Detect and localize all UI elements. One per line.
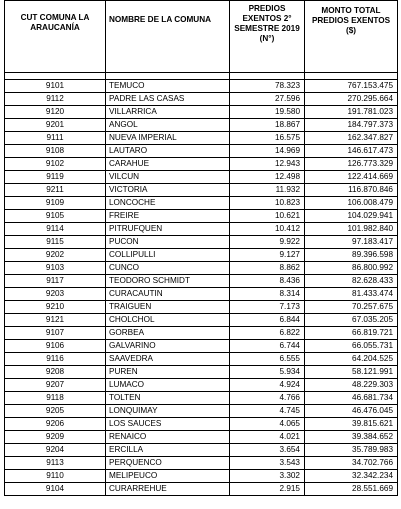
cell-monto: 39.384.652 (305, 431, 398, 444)
cell-predios: 6.555 (230, 353, 305, 366)
cell-predios: 6.744 (230, 340, 305, 353)
cell-nombre: CURACAUTIN (106, 288, 230, 301)
cell-cut: 9120 (5, 106, 106, 119)
cell-monto: 66.055.731 (305, 340, 398, 353)
cell-nombre: GORBEA (106, 327, 230, 340)
cell-cut: 9105 (5, 210, 106, 223)
cell-monto: 146.617.473 (305, 145, 398, 158)
cell-predios: 11.932 (230, 184, 305, 197)
cell-cut: 9209 (5, 431, 106, 444)
cell-predios: 9.922 (230, 236, 305, 249)
cell-monto: 66.819.721 (305, 327, 398, 340)
cell-predios: 78.323 (230, 80, 305, 93)
cell-nombre: VILLARRICA (106, 106, 230, 119)
cell-nombre: TEMUCO (106, 80, 230, 93)
cell-cut: 9115 (5, 236, 106, 249)
cell-nombre: PITRUFQUEN (106, 223, 230, 236)
cell-predios: 14.969 (230, 145, 305, 158)
cell-cut: 9107 (5, 327, 106, 340)
table-row (5, 275, 398, 288)
cell-monto: 191.781.023 (305, 106, 398, 119)
spacer-row (5, 73, 398, 80)
cell-predios: 8.862 (230, 262, 305, 275)
table-row (5, 197, 398, 210)
cell-monto: 106.008.479 (305, 197, 398, 210)
header-nombre: NOMBRE DE LA COMUNA (106, 1, 230, 73)
cell-monto: 34.702.766 (305, 457, 398, 470)
cell-predios: 8.314 (230, 288, 305, 301)
table-row (5, 106, 398, 119)
cell-nombre: ERCILLA (106, 444, 230, 457)
cell-nombre: ANGOL (106, 119, 230, 132)
cell-nombre: LOS SAUCES (106, 418, 230, 431)
table-row (5, 470, 398, 483)
table-row (5, 392, 398, 405)
header-monto: MONTO TOTAL PREDIOS EXENTOS ($) (305, 1, 398, 73)
table-body (5, 73, 398, 496)
table-header (5, 1, 398, 73)
table-row (5, 314, 398, 327)
cell-cut: 9111 (5, 132, 106, 145)
cell-nombre: TEODORO SCHMIDT (106, 275, 230, 288)
table-row (5, 184, 398, 197)
exempt-properties-table (4, 0, 398, 496)
cell-nombre: CUNCO (106, 262, 230, 275)
cell-cut: 9106 (5, 340, 106, 353)
table-row (5, 288, 398, 301)
cell-monto: 126.773.329 (305, 158, 398, 171)
cell-monto: 32.342.234 (305, 470, 398, 483)
table-row (5, 444, 398, 457)
cell-monto: 28.551.669 (305, 483, 398, 496)
cell-predios: 10.823 (230, 197, 305, 210)
table-row (5, 210, 398, 223)
cell-monto: 122.414.669 (305, 171, 398, 184)
cell-cut: 9211 (5, 184, 106, 197)
cell-nombre: VICTORIA (106, 184, 230, 197)
cell-cut: 9117 (5, 275, 106, 288)
spacer-cell (5, 73, 106, 80)
cell-cut: 9205 (5, 405, 106, 418)
cell-nombre: VILCUN (106, 171, 230, 184)
cell-predios: 16.575 (230, 132, 305, 145)
cell-nombre: TOLTEN (106, 392, 230, 405)
cell-cut: 9101 (5, 80, 106, 93)
table-row (5, 327, 398, 340)
table-row (5, 353, 398, 366)
cell-monto: 86.800.992 (305, 262, 398, 275)
cell-predios: 6.822 (230, 327, 305, 340)
cell-cut: 9112 (5, 93, 106, 106)
cell-nombre: GALVARINO (106, 340, 230, 353)
cell-cut: 9104 (5, 483, 106, 496)
table-row (5, 262, 398, 275)
cell-predios: 2.915 (230, 483, 305, 496)
cell-predios: 9.127 (230, 249, 305, 262)
table-row (5, 301, 398, 314)
cell-predios: 7.173 (230, 301, 305, 314)
cell-cut: 9208 (5, 366, 106, 379)
cell-monto: 101.982.840 (305, 223, 398, 236)
cell-cut: 9108 (5, 145, 106, 158)
table-row (5, 431, 398, 444)
cell-monto: 46.681.734 (305, 392, 398, 405)
table-row (5, 405, 398, 418)
cell-monto: 35.789.983 (305, 444, 398, 457)
cell-monto: 767.153.475 (305, 80, 398, 93)
header-row (5, 1, 398, 73)
cell-nombre: CURARREHUE (106, 483, 230, 496)
cell-predios: 19.580 (230, 106, 305, 119)
cell-cut: 9110 (5, 470, 106, 483)
cell-cut: 9116 (5, 353, 106, 366)
spacer-cell (230, 73, 305, 80)
table-row (5, 340, 398, 353)
table-row (5, 379, 398, 392)
cell-predios: 4.021 (230, 431, 305, 444)
table-row (5, 236, 398, 249)
cell-predios: 8.436 (230, 275, 305, 288)
cell-monto: 48.229.303 (305, 379, 398, 392)
cell-monto: 70.257.675 (305, 301, 398, 314)
cell-nombre: LONQUIMAY (106, 405, 230, 418)
cell-nombre: PUCON (106, 236, 230, 249)
cell-nombre: LUMACO (106, 379, 230, 392)
cell-nombre: RENAICO (106, 431, 230, 444)
cell-predios: 4.745 (230, 405, 305, 418)
cell-monto: 46.476.045 (305, 405, 398, 418)
cell-predios: 10.621 (230, 210, 305, 223)
table-row (5, 366, 398, 379)
cell-predios: 10.412 (230, 223, 305, 236)
cell-nombre: CHOLCHOL (106, 314, 230, 327)
table-row (5, 80, 398, 93)
cell-cut: 9119 (5, 171, 106, 184)
table-row (5, 249, 398, 262)
cell-monto: 116.870.846 (305, 184, 398, 197)
cell-nombre: PADRE LAS CASAS (106, 93, 230, 106)
cell-predios: 27.596 (230, 93, 305, 106)
cell-monto: 58.121.991 (305, 366, 398, 379)
table-row (5, 145, 398, 158)
spacer-cell (106, 73, 230, 80)
cell-nombre: PUREN (106, 366, 230, 379)
cell-cut: 9201 (5, 119, 106, 132)
table-row (5, 223, 398, 236)
cell-cut: 9206 (5, 418, 106, 431)
cell-predios: 18.867 (230, 119, 305, 132)
cell-predios: 6.844 (230, 314, 305, 327)
cell-cut: 9204 (5, 444, 106, 457)
cell-monto: 89.396.598 (305, 249, 398, 262)
cell-nombre: NUEVA IMPERIAL (106, 132, 230, 145)
cell-nombre: LAUTARO (106, 145, 230, 158)
cell-monto: 67.035.205 (305, 314, 398, 327)
cell-monto: 82.628.433 (305, 275, 398, 288)
cell-cut: 9103 (5, 262, 106, 275)
cell-nombre: PERQUENCO (106, 457, 230, 470)
cell-cut: 9207 (5, 379, 106, 392)
table-row (5, 171, 398, 184)
cell-cut: 9102 (5, 158, 106, 171)
cell-cut: 9113 (5, 457, 106, 470)
cell-monto: 184.797.373 (305, 119, 398, 132)
cell-cut: 9109 (5, 197, 106, 210)
cell-monto: 104.029.941 (305, 210, 398, 223)
table-row (5, 93, 398, 106)
table-row (5, 158, 398, 171)
table-row (5, 418, 398, 431)
cell-predios: 12.943 (230, 158, 305, 171)
cell-nombre: CARAHUE (106, 158, 230, 171)
cell-cut: 9203 (5, 288, 106, 301)
cell-predios: 4.065 (230, 418, 305, 431)
header-cut: CUT COMUNA LA ARAUCANÍA (5, 1, 106, 73)
cell-monto: 64.204.525 (305, 353, 398, 366)
cell-predios: 3.654 (230, 444, 305, 457)
cell-monto: 162.347.827 (305, 132, 398, 145)
cell-predios: 3.543 (230, 457, 305, 470)
cell-nombre: LONCOCHE (106, 197, 230, 210)
cell-cut: 9114 (5, 223, 106, 236)
table-row (5, 132, 398, 145)
cell-nombre: FREIRE (106, 210, 230, 223)
header-predios: PREDIOS EXENTOS 2° SEMESTRE 2019 (N°) (230, 1, 305, 73)
cell-monto: 39.815.621 (305, 418, 398, 431)
cell-cut: 9121 (5, 314, 106, 327)
cell-nombre: TRAIGUEN (106, 301, 230, 314)
table-row (5, 119, 398, 132)
cell-cut: 9210 (5, 301, 106, 314)
cell-cut: 9118 (5, 392, 106, 405)
cell-cut: 9202 (5, 249, 106, 262)
cell-predios: 4.766 (230, 392, 305, 405)
cell-nombre: SAAVEDRA (106, 353, 230, 366)
cell-monto: 270.295.664 (305, 93, 398, 106)
cell-predios: 12.498 (230, 171, 305, 184)
cell-nombre: COLLIPULLI (106, 249, 230, 262)
cell-monto: 97.183.417 (305, 236, 398, 249)
cell-predios: 5.934 (230, 366, 305, 379)
table-row (5, 457, 398, 470)
exempt-properties-table-container (4, 0, 397, 496)
cell-nombre: MELIPEUCO (106, 470, 230, 483)
cell-predios: 4.924 (230, 379, 305, 392)
cell-monto: 81.433.474 (305, 288, 398, 301)
table-row (5, 483, 398, 496)
spacer-cell (305, 73, 398, 80)
cell-predios: 3.302 (230, 470, 305, 483)
